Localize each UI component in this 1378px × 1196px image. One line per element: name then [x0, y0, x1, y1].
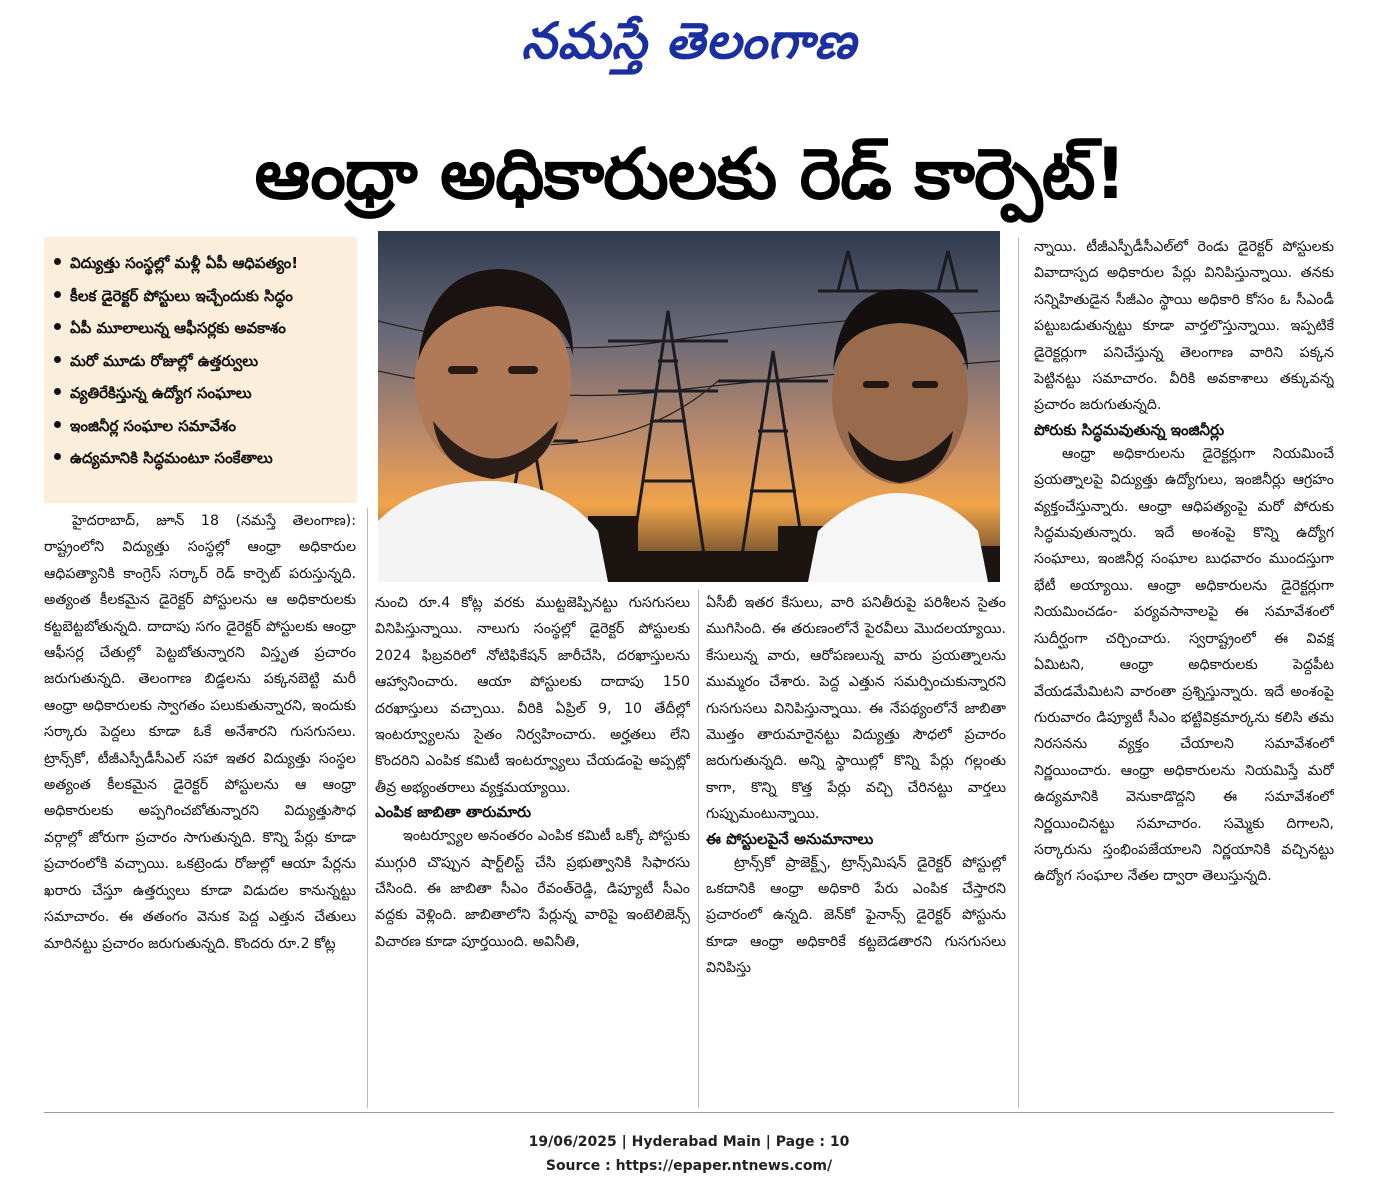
highlight-item: వ్యతిరేకిస్తున్న ఉద్యోగ సంఘాలు [54, 377, 349, 410]
footer-rule [44, 1112, 1334, 1113]
photo-illustration [378, 231, 1000, 582]
bullet-icon [54, 291, 61, 298]
right-person-portrait [808, 289, 988, 582]
article-photo [378, 231, 1000, 582]
highlight-item: ఉద్యమానికి సిద్ధమంటూ సంకేతాలు [54, 442, 349, 475]
article-paragraph: ఏసీబీ ఇతర కేసులు, వారి పనితీరుపై పరిశీలన సైతం ముగిసింది. ఈ తరుణంలోనే పైరవీలు మొదలయ్యాయి. కేసులున్న వారు, ఆరోపణలున్న వారు ప్రయత్నాలను ముమ్మరం చేశారు. పెద్ద ఎత్తున సమర్పించుకున్నారని గుసగుసలు వినిపిస్తున్నాయి. ఈ నేపథ్యంలోనే జాబితా మొత్తం తారుమారైనట్టు విద్యుత్తు సౌధలో ప్రచారం జరుగుతున్నది. అన్ని స్థాయిల్లో కొన్ని పేర్లు గల్లంతు కాగా, కొన్ని కొత్త పేర్లు వచ్చి చేరినట్టు వార్తలు గుప్పుమంటున్నాయి. [706, 595, 1006, 823]
article-column-3 [706, 590, 1006, 1112]
section-subhead: పోరుకు సిద్ధమవుతున్న ఇంజినీర్లు [1034, 420, 1225, 439]
masthead-logo: నమస్తే తెలంగాణ [521, 11, 857, 70]
article-headline: ఆంధ్రా అధికారులకు రెడ్ కార్పెట్! [254, 133, 1126, 215]
bullet-icon [54, 421, 61, 428]
section-subhead: ఎంపిక జాబితా తారుమారు [375, 803, 532, 822]
article-paragraph: ట్రాన్స్‌కో ప్రాజెక్ట్స్, ట్రాన్స్‌మిషన్ డైరెక్టర్ పోస్టుల్లో ఒకదానికి ఆంధ్రా అధికారి పేరు ఎంపిక చేస్తారని ప్రచారంలో ఉన్నది. జెన్‌కో ఫైనాన్స్ డైరెక్టర్ పోస్టును కూడా ఆంధ్రా అధికారికే కట్టబెడతారని గుసగుసలు వినిపిస్తు [706, 854, 1006, 977]
article-paragraph: న్నాయి. టీజీఎస్పీడీసీఎల్‌లో రెండు డైరెక్టర్ పోస్టులకు వివాదాస్పద అధికారుల పేర్లు వినిపిస్తున్నాయి. తనకు సన్నిహితుడైన సీజీఎం స్థాయి అధికారి కోసం ఓ సీఎండీ పట్టుబడుతున్నట్టు కూడా వార్తలొస్తున్నాయి. ఇప్పటికే డైరెక్టర్లుగా పనిచేస్తున్న తెలంగాణ వారిని పక్కన పెట్టినట్టు సమాచారం. వీరికి అవకాశాలు తక్కువన్న ప్రచారం జరుగుతున్నది. [1034, 239, 1334, 414]
article-paragraph: హైదరాబాద్, జూన్ 18 (నమస్తే తెలంగాణ): రాష్ట్రంలోని విద్యుత్తు సంస్థల్లో ఆంధ్రా అధికారుల ఆధిపత్యానికి కాంగ్రెస్ సర్కార్ రెడ్ కార్పెట్ పరుస్తున్నది. అత్యంత కీలకమైన డైరెక్టర్ పోస్టులను ఆ అధికారులకు కట్టబెట్టబోతున్నది. దాదాపు సగం డైరెక్టర్ పోస్టులకు ఆంధ్రా ఆఫీసర్ల చేతుల్లో పెట్టబోతున్నారని విస్తృత ప్రచారం జరుగుతున్నది. తెలంగాణ బిడ్డలను పక్కనబెట్టి మరీ ఆంధ్రా అధికారులకు స్వాగతం పలుకుతున్నారని, ఇందుకు సర్కారు పెద్దలు కూడా ఓకే అనేశారని గుసగుసలు. ట్రాన్స్‌కో, టీజీఎస్పీడీసీఎల్ సహా ఇతర విద్యుత్తు సంస్థల అత్యంత కీలకమైన డైరెక్టర్ పోస్టులను ఆ ఆంధ్రా అధికారులకు అప్పగించబోతున్నారని విద్యుత్తుసౌధ వర్గాల్లో జోరుగా ప్రచారం సాగుతున్నది. కొన్ని పేర్లు కూడా ప్రచారంలోకి వచ్చాయి. ఒకట్రెండు రోజుల్లో ఆయా పేర్లను ఖరారు చేస్తూ ఉత్తర్వులు కూడా విడుదల కానున్నట్టు సమాచారం. ఈ తతంగం వెనుక పెద్ద ఎత్తున చేతులు మారినట్టు ప్రచారం జరుగుతున్నది. కొందరు రూ.2 కోట్ల [44, 513, 356, 952]
column-divider [1018, 238, 1019, 1108]
bullet-icon [54, 258, 61, 265]
bullet-icon [54, 356, 61, 363]
article-column-4 [1034, 234, 1334, 1112]
footer-page-info: 19/06/2025 | Hyderabad Main | Page : 10 [528, 1134, 850, 1150]
footer-source-link[interactable]: Source : https://epaper.ntnews.com/ [545, 1158, 833, 1174]
highlights-box [44, 237, 357, 503]
column-divider [698, 590, 699, 1108]
bullet-icon [54, 388, 61, 395]
highlight-item: కీలక డైరెక్టర్ పోస్టులు ఇచ్చేందుకు సిద్ధం [54, 280, 349, 313]
highlight-item: ఏపీ మూలాలున్న ఆఫీసర్లకు అవకాశం [54, 312, 349, 345]
bullet-icon [54, 323, 61, 330]
article-paragraph: నుంచి రూ.4 కోట్ల వరకు ముట్టజెప్పినట్టు గుసగుసలు వినిపిస్తున్నాయి. నాలుగు సంస్థల్లో డైరెక్టర్ పోస్టులకు 2024 ఫిబ్రవరిలో నోటిఫికేషన్ జారీచేసి, దరఖాస్తులను ఆహ్వానించారు. ఆయా పోస్టులకు దాదాపు 150 దరఖాస్తులు వచ్చాయి. వీరికి ఏప్రిల్ 9, 10 తేదీల్లో ఇంటర్వ్యూలను సైతం నిర్వహించారు. అర్హతలు లేని కొందరిని ఎంపిక కమిటీ ఇంటర్వ్యూలు చేయడంపై అప్పట్లో తీవ్ర అభ్యంతరాలు వ్యక్తమయ్యాయి. [375, 595, 690, 796]
article-paragraph: ఇంటర్వ్యూల అనంతరం ఎంపిక కమిటీ ఒక్కో పోస్టుకు ముగ్గురి చొప్పున షార్ట్‌లిస్ట్ చేసి ప్రభుత్వానికి సిఫారసు చేసింది. ఈ జాబితా సీఎం రేవంత్‌రెడ్డి, డిప్యూటీ సీఎం వద్దకు వెళ్లింది. జాబితాలోని పేర్లున్న వారిపై ఇంటెలిజెన్స్ విచారణ కూడా పూర్తయింది. అవినీతి, [375, 828, 690, 950]
highlight-item: విద్యుత్తు సంస్థల్లో మళ్లీ ఏపీ ఆధిపత్యం! [54, 247, 349, 280]
column-divider [367, 508, 368, 1108]
left-person-portrait [378, 269, 608, 582]
highlight-item: మరో మూడు రోజుల్లో ఉత్తర్వులు [54, 345, 349, 378]
article-paragraph: ఆంధ్రా అధికారులను డైరెక్టర్లుగా నియమించే ప్రయత్నాలపై విద్యుత్తు ఉద్యోగులు, ఇంజినీర్లు ఆగ్రహం వ్యక్తంచేస్తున్నారు. ఆంధ్రా ఆధిపత్యంపై మరో పోరుకు సిద్ధమవుతున్నారు. ఇదే అంశంపై కొన్ని ఉద్యోగ సంఘాలు, ఇంజినీర్ల సంఘాల బుధవారం ముందస్తుగా భేటీ అయ్యాయి. ఆంధ్రా అధికారులను డైరెక్టర్లుగా నియమించడం- పర్యవసానాలపై ఈ సమావేశంలో సుదీర్ఘంగా చర్చించారు. స్వరాష్ట్రంలో ఈ వివక్ష ఏమిటని, ఆంధ్రా అధికారులకు పెద్దపీట వేయడమేమిటని వారంతా ప్రశ్నిస్తున్నారు. ఇదే అంశంపై గురువారం డిప్యూటీ సీఎం భట్టివిక్రమార్కను కలిసి తమ నిరసనను వ్యక్తం చేయాలని సమావేశంలో నిర్ణయించారు. ఆంధ్రా అధికారులను నియమిస్తే మరో ఉద్యమానికి వెనుకాడొద్దని ఈ సమావేశంలో నిర్ణయించినట్టు సమాచారం. సమ్మెకు దిగాలని, సర్కారును స్తంభింపజేయాలని నిర్ణయానికి వచ్చినట్టు ఉద్యోగ సంఘాల నేతల ద్వారా తెలుస్తున్నది. [1034, 445, 1334, 885]
bullet-icon [54, 453, 61, 460]
section-subhead: ఈ పోస్టులపైనే అనుమానాలు [706, 829, 874, 848]
article-column-2 [375, 590, 690, 1112]
highlight-item: ఇంజినీర్ల సంఘాల సమావేశం [54, 410, 349, 443]
article-column-1 [44, 508, 356, 1112]
